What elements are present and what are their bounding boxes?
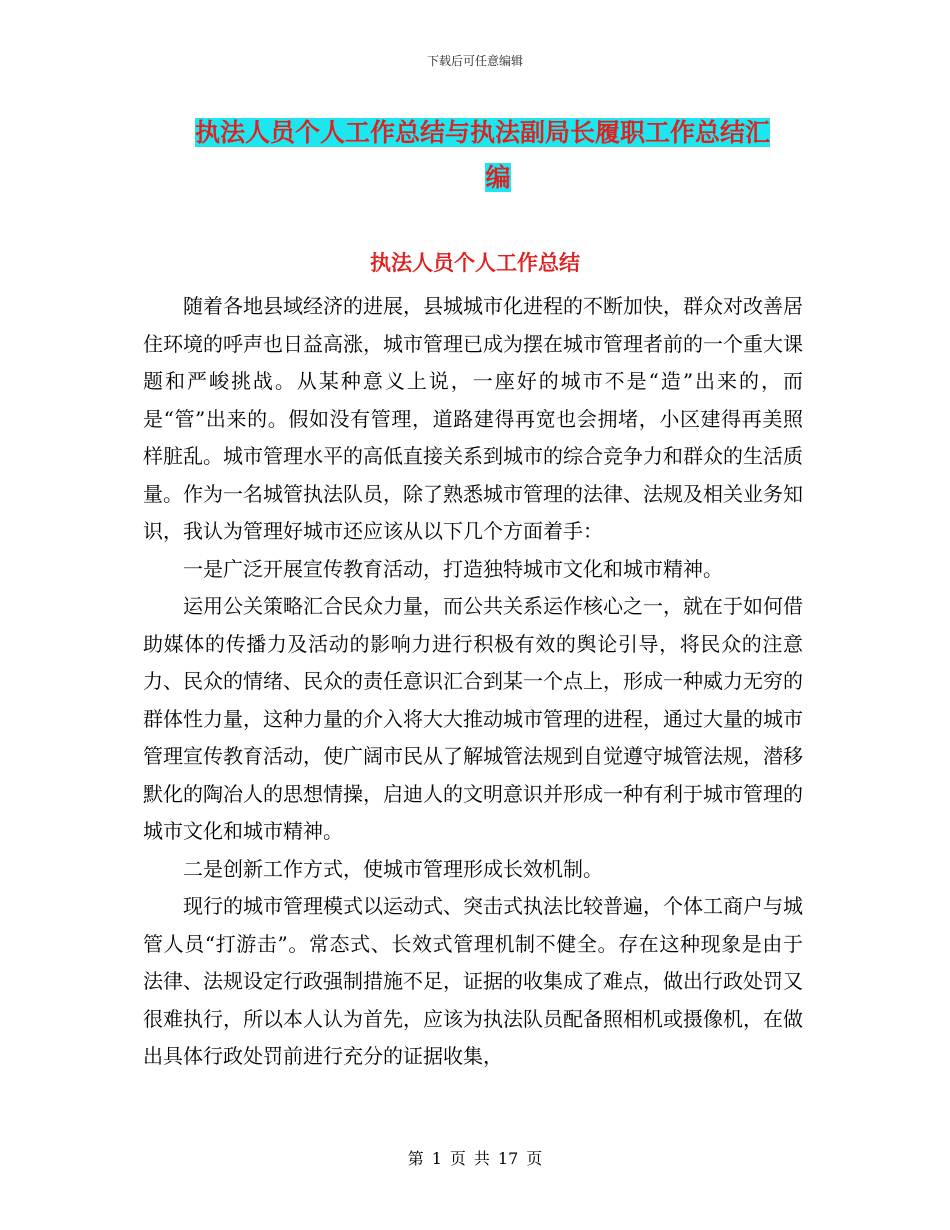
paragraph-current-mode: 现行的城市管理模式以运动式、突击式执法比较普遍，个体工商户与城管人员“打游击”。常态式、长效式管理机制不健全。存在这种现象是由于法律、法规设定行政强制措施不足，证据的收集成了难点，做出行政处罚又很难执行，所以本人认为首先，应该为执法队员配备照相机或摄像机，在做出具体行政处罚前进行充分的证据收集， (143, 894, 803, 1068)
document-title-line-2: 编 (485, 163, 511, 192)
document-title-line-1: 执法人员个人工作总结与执法副局长履职工作总结汇 (195, 118, 771, 147)
footer-prefix: 第 (407, 1149, 424, 1168)
footer-total-word: 共 (473, 1149, 490, 1168)
paragraph-point-two: 二是创新工作方式，使城市管理形成长效机制。 (183, 856, 603, 881)
paragraph-intro: 随着各地县域经济的进展，县城城市化进程的不断加快，群众对改善居住环境的呼声也日益高涨，城市管理已成为摆在城市管理者前的一个重大课题和严峻挑战。从某种意义上说，一座好的城市不是“造”出来的，而是“管”出来的。假如没有管理，道路建得再宽也会拥堵，小区建得再美照样脏乱。城市管理水平的高低直接关系到城市的综合竞争力和群众的生活质量。作为一名城管执法队员，除了熟悉城市管理的法律、法规及相关业务知识，我认为管理好城市还应该从以下几个方面着手： (143, 294, 803, 543)
footer-total-pages: 17 (497, 1149, 519, 1168)
paragraph-point-one: 一是广泛开展宣传教育活动，打造独特城市文化和城市精神。 (183, 556, 723, 581)
document-title (195, 110, 815, 200)
footer-page-word: 页 (449, 1149, 466, 1168)
body-text (143, 288, 803, 1076)
footer-current-page: 1 (431, 1149, 442, 1168)
footer-suffix: 页 (526, 1149, 543, 1168)
page-header-note: 下载后可任意编辑 (426, 54, 523, 68)
section-heading: 执法人员个人工作总结 (370, 250, 580, 275)
paragraph-publicity: 运用公关策略汇合民众力量，而公共关系运作核心之一，就在于如何借助媒体的传播力及活动的影响力进行积极有效的舆论引导，将民众的注意力、民众的情绪、民众的责任意识汇合到某一个点上，形成一种威力无穷的群体性力量，这种力量的介入将大大推动城市管理的进程，通过大量的城市管理宣传教育活动，使广阔市民从了解城管法规到自觉遵守城管法规，潜移默化的陶冶人的思想情操，启迪人的文明意识并形成一种有利于城市管理的城市文化和城市精神。 (143, 594, 803, 843)
page-footer (0, 1148, 950, 1170)
